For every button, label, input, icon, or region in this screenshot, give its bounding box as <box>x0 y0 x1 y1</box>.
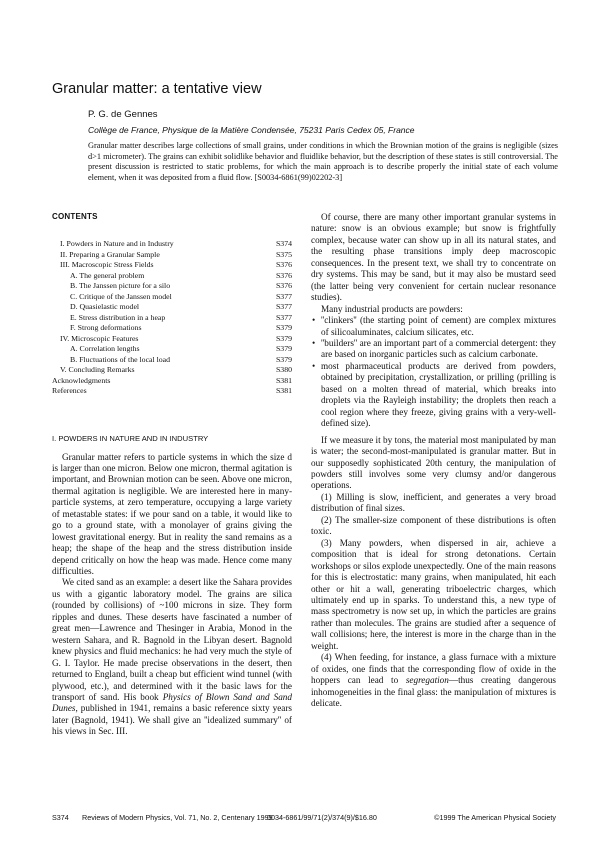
article-code: 0034-6861/99/71(2)/374(9)/$16.80 <box>267 813 377 822</box>
affiliation: Collège de France, Physique de la Matière Condensée, 75231 Paris Cedex 05, France <box>88 125 415 135</box>
toc-item[interactable]: III. Macroscopic Stress Fields S376 <box>60 260 292 269</box>
copyright: ©1999 The American Physical Society <box>434 813 556 822</box>
toc-item[interactable]: I. Powders in Nature and in Industry S374 <box>60 239 292 248</box>
abstract: Granular matter describes large collections of small grains, under conditions in which the Brownian motion of the grains is negligible (sizes d>1 micrometer). The grains can exhibit solidlike behavior and fluidlike behavior, but the description of these states is still controversial. The present discussion is restricted to static problems, for which the main approach is to describe properly the initial state of each volume element, when it was deposited from a fluid flow. [S0034-6861(99)02202-3] <box>88 141 558 182</box>
emphasis: segregation <box>405 675 449 686</box>
body-paragraph: Granular matter refers to particle systems in which the size d is larger than one micron. Below one micron, thermal agitation is important, and Brownian motion can be seen. Above one micron, thermal agitation is negligible. We are interested here in many-particle systems, at zero temperature, occupying a large variety of metastable states: if we pour sand on a table, it would like to go to a ground state, with a monolayer of grains giving the lowest gravitational energy. But in reality the sand remains as a heap; the shape of the heap and the stress distribution inside depend critically on how the heap was made. Hence come many difficulties. <box>52 451 292 577</box>
journal-citation: Reviews of Modern Physics, Vol. 71, No. 2, Centenary 1999 <box>82 813 273 822</box>
body-paragraph: (2) The smaller-size component of these distributions is often toxic. <box>311 514 556 537</box>
toc-item[interactable]: D. Quasielastic model S377 <box>70 302 292 311</box>
list-item: • ''builders'' are an important part of a commercial detergent: they are based on inorganic particles such as calcium carbonate. <box>312 337 556 360</box>
body-paragraph: If we measure it by tons, the material most manipulated by man is water; the second-most-manipulated is granular matter. But in our supposedly sophisticated 20th century, the manipulation of powders still involves some very clumsy and/or dangerous operations. <box>311 434 556 491</box>
section-heading: I. POWDERS IN NATURE AND IN INDUSTRY <box>52 433 209 443</box>
toc-item[interactable]: References S381 <box>52 386 292 395</box>
toc-item[interactable]: F. Strong deformations S379 <box>70 323 292 332</box>
body-paragraph: Of course, there are many other important granular systems in nature: snow is an obvious example; but snow is frightfully complex, because water can show up in all its natural states, and the resulting phase transitions imply deep macroscopic consequences. In the present text, we shall try to concentrate on dry systems. This may be sand, but it may also be mustard seed (the latter being very convenient for certain nuclear resonance studies). <box>311 212 556 303</box>
toc-item[interactable]: A. Correlation lengths S379 <box>70 344 292 353</box>
toc-item[interactable]: B. The Janssen picture for a silo S376 <box>70 281 292 290</box>
toc-item[interactable]: B. Fluctuations of the local load S379 <box>70 354 292 364</box>
contents-heading: CONTENTS <box>52 212 98 221</box>
body-paragraph: Many industrial products are powders: <box>321 303 463 314</box>
list-item: • most pharmaceutical products are derived from powders, obtained by precipitation, crystallization, or prilling (prilling is based on a molten thread of material, which breaks into droplets via the Rayleigh instability; the droplets then reach a cool region where they freeze, giving grains with a very-well-defined size). <box>312 360 556 429</box>
table-of-contents <box>52 239 292 397</box>
book-title: Physics of Blown Sand and Sand Dunes <box>52 692 292 714</box>
body-paragraph: We cited sand as an example: a desert like the Sahara provides us with a gigantic laboratory model. The grains are silica (rounded by collisions) of ~100 microns in size. They form ripples and dunes. These deserts have fascinated a number of great men—Lawrence and Thesinger in Arabia, Monod in the western Sahara, and R. Bagnold in the Libyan desert. Bagnold knew physics and fluid mechanics: he had very much the style of G. I. Taylor. He made precise observations in the desert, then returned to England, built a cheap but efficient wind tunnel (with plywood, etc.), and determined with it the basic laws for the transport of sand. His book Physics of Blown Sand and Sand Dunes, published in 1941, remains a basic reference sixty years later (Bagnold, 1941). We shall give an ''idealized summary'' of his views in Sec. III. <box>52 577 292 737</box>
toc-item[interactable]: Acknowledgments S381 <box>52 375 292 385</box>
list-item: • ''clinkers'' (the starting point of cement) are complex mixtures of silicoaluminates, calcium silicates, etc. <box>312 315 556 337</box>
body-paragraph: (3) Many powders, when dispersed in air, achieve a composition that is ideal for strong detonations. Certain workshops or silos explode unexpectedly. One of the main reasons for this is electrostatic: many grains, when manipulated, hit each other or hit a wall, generating triboelectric charges, which ultimately end up in sparks. To understand this, a new type of mass spectrometry is now set up, in which the particles are grains rather than molecules. The grains are studied after a sequence of wall collisions; here, the interest is more in the charge than in the weight. <box>311 537 556 651</box>
toc-item[interactable]: V. Concluding Remarks S380 <box>60 365 292 374</box>
body-paragraph: (1) Milling is slow, inefficient, and generates a very broad distribution of final sizes. <box>311 491 556 514</box>
toc-item[interactable]: II. Preparing a Granular Sample S375 <box>60 249 292 259</box>
left-column <box>52 212 292 738</box>
paper-title: Granular matter: a tentative view <box>52 81 262 97</box>
body-paragraph: (4) When feeding, for instance, a glass furnace with a mixture of oxides, one finds that the corresponding flow of oxide in the hoppers can lead to segregation—thus creating dangerous inhomogeneities in the final glass: the manipulation of mixtures is delicate. <box>311 652 556 709</box>
toc-item[interactable]: E. Stress distribution in a heap S377 <box>70 312 292 322</box>
page-number: S374 <box>52 813 69 822</box>
toc-item[interactable]: A. The general problem S376 <box>70 270 292 280</box>
author: P. G. de Gennes <box>88 109 158 120</box>
bullet-list <box>311 315 556 430</box>
page-footer <box>52 813 556 822</box>
toc-item[interactable]: IV. Microscopic Features S379 <box>60 333 292 343</box>
toc-item[interactable]: C. Critique of the Janssen model S377 <box>70 291 292 301</box>
right-column <box>311 212 556 709</box>
